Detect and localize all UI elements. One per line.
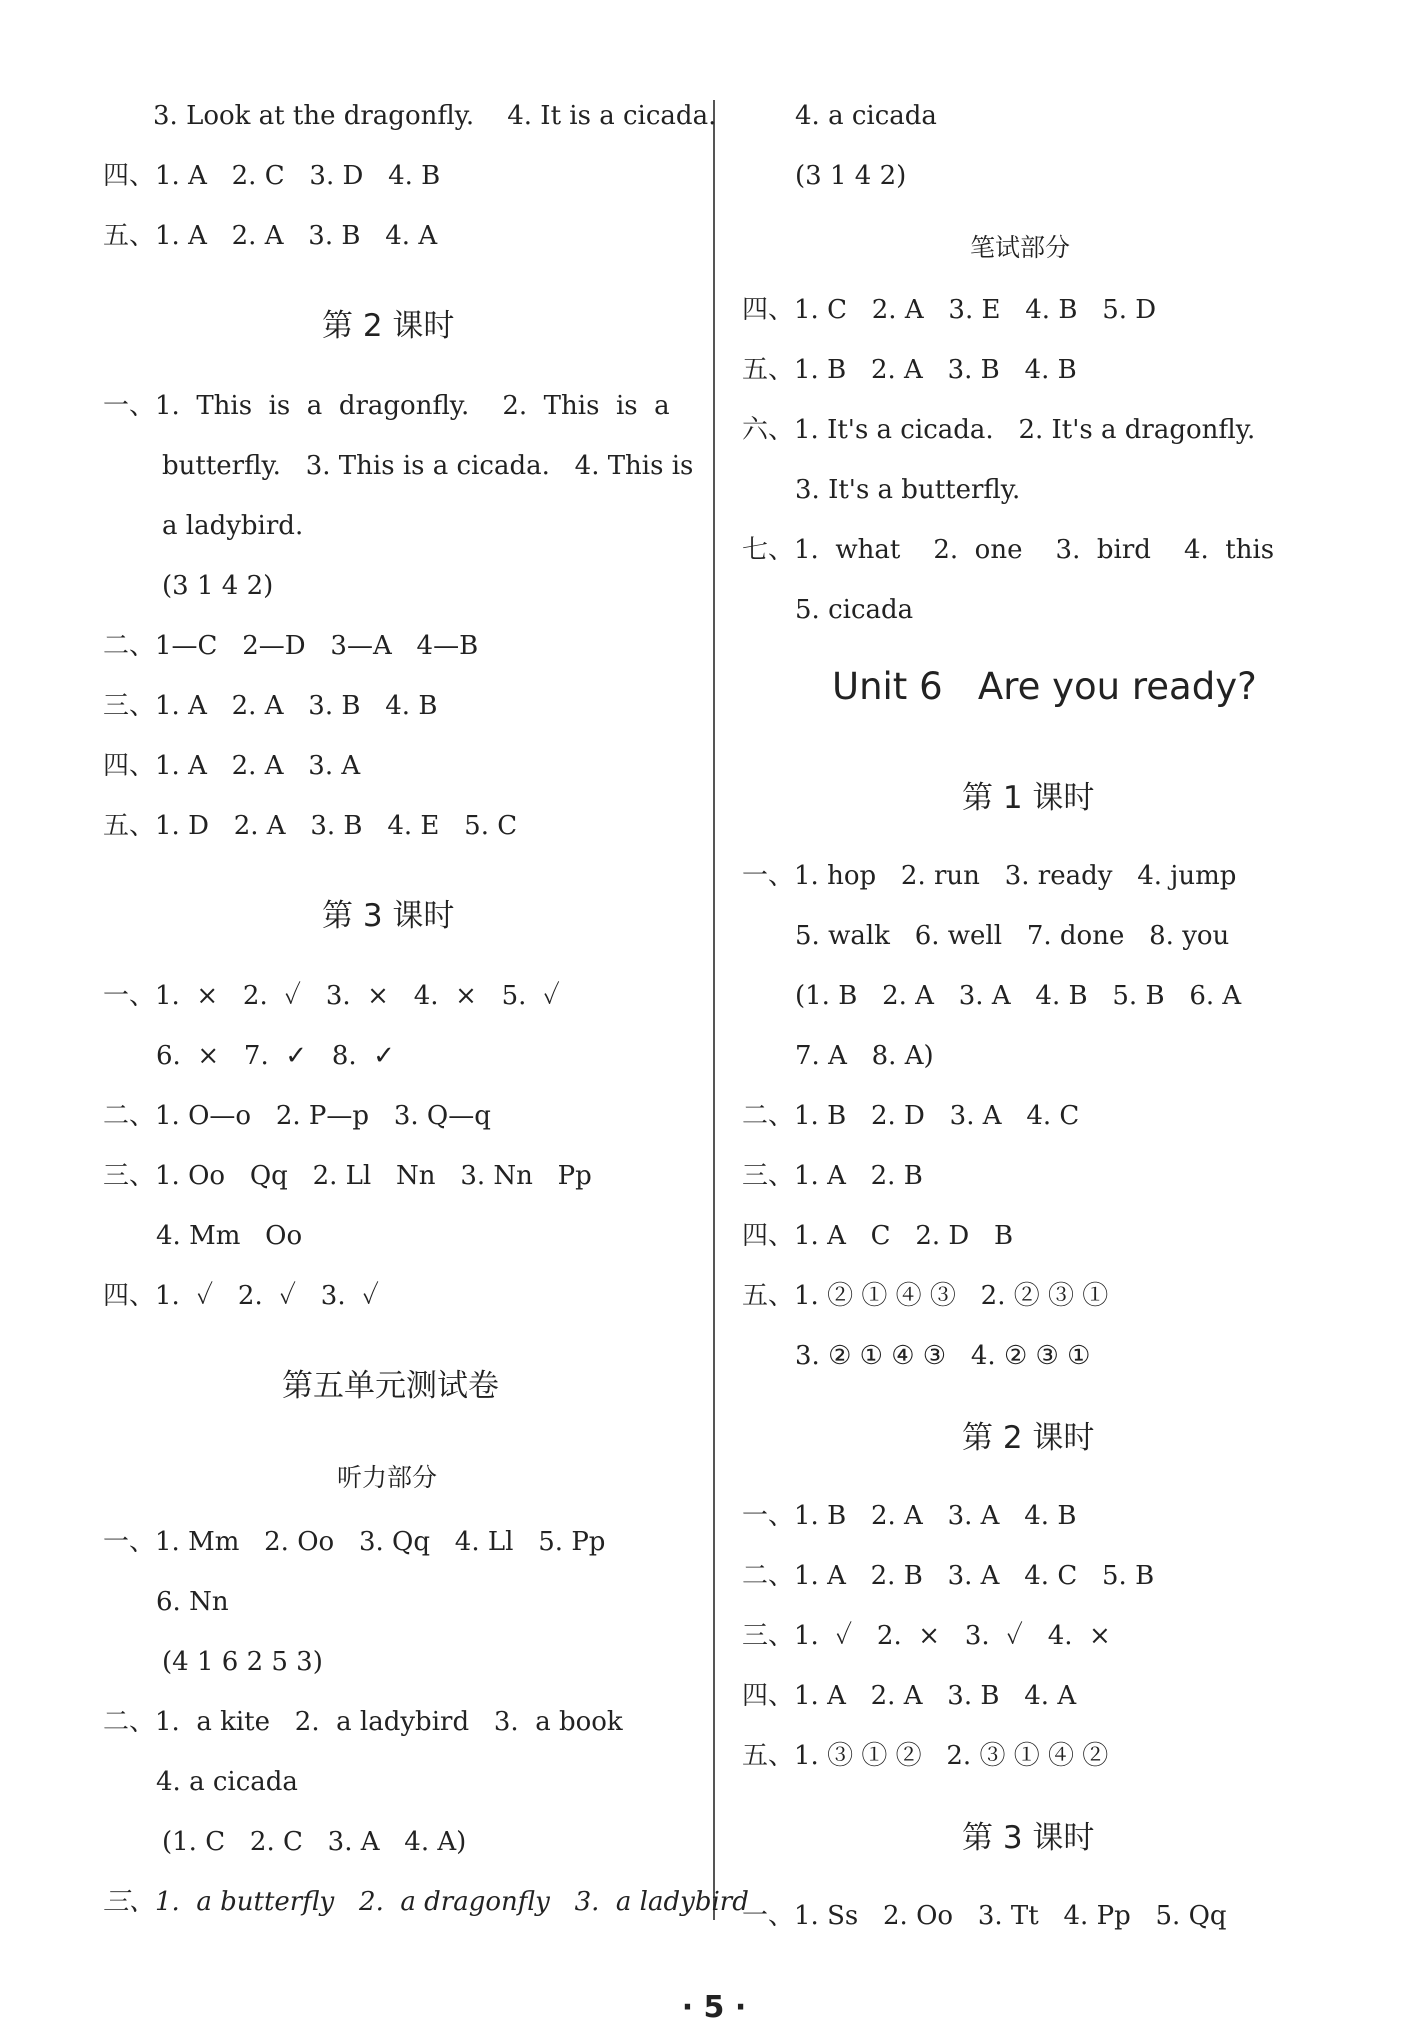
page-number: · 5 · [681, 1990, 747, 2025]
answer-line: 二、1. B 2. D 3. A 4. C [742, 1101, 1080, 1131]
lesson-heading: 第 3 课时 [322, 898, 455, 934]
answer-line: 四、1. C 2. A 3. E 4. B 5. D [742, 295, 1157, 325]
answer-line: 六、1. It's a cicada. 2. It's a dragonfly. [742, 415, 1256, 445]
answer-line: 三、1. Oo Qq 2. Ll Nn 3. Nn Pp [103, 1161, 592, 1191]
answer-line: 五、1. D 2. A 3. B 4. E 5. C [103, 811, 518, 841]
answer-line: 一、1. This is a dragonfly. 2. This is a [103, 391, 670, 421]
answer-line: 三、1. ✓ 2. × 3. ✓ 4. × [742, 1621, 1111, 1651]
answer-line: 三、1. a butterfly 2. a dragonfly 3. a ladybird [103, 1887, 749, 1917]
answer-line: 四、1. ✓ 2. ✓ 3. ✓ [103, 1281, 379, 1311]
answer-line: 三、1. A 2. B [742, 1161, 923, 1191]
answer-line: 4. a cicada [795, 101, 937, 131]
unit-title: Unit 6 Are you ready? [832, 665, 1257, 708]
answer-line: 6. Nn [156, 1587, 229, 1617]
answer-line: 一、1. × 2. ✓ 3. × 4. × 5. ✓ [103, 981, 560, 1011]
answer-line: 五、1. ② ① ④ ③ 2. ② ③ ① [742, 1281, 1109, 1311]
answer-line: (1. B 2. A 3. A 4. B 5. B 6. A [795, 981, 1242, 1011]
lesson-heading: 第 3 课时 [962, 1820, 1095, 1856]
section-heading: 笔试部分 [970, 233, 1071, 262]
column-divider [713, 100, 715, 1920]
answer-line: 一、1. B 2. A 3. A 4. B [742, 1501, 1077, 1531]
answer-line: 四、1. A C 2. D B [742, 1221, 1014, 1251]
answer-line: 二、1. a kite 2. a ladybird 3. a book [103, 1707, 623, 1737]
answer-line: 三、1. A 2. A 3. B 4. B [103, 691, 438, 721]
answer-line: 四、1. A 2. C 3. D 4. B [103, 161, 441, 191]
answer-line: 一、1. Mm 2. Oo 3. Qq 4. Ll 5. Pp [103, 1527, 606, 1557]
answer-line: 一、1. Ss 2. Oo 3. Tt 4. Pp 5. Qq [742, 1901, 1227, 1931]
answer-line: 二、1. O—o 2. P—p 3. Q—q [103, 1101, 491, 1131]
answer-line: 五、1. B 2. A 3. B 4. B [742, 355, 1077, 385]
answer-line: 五、1. A 2. A 3. B 4. A [103, 221, 438, 251]
lesson-heading: 第 2 课时 [322, 308, 455, 344]
answer-line: a ladybird. [162, 511, 304, 541]
answer-line: 6. × 7. ✓ 8. ✓ [156, 1041, 395, 1071]
answer-line: (1. C 2. C 3. A 4. A) [162, 1827, 467, 1857]
answer-line: 二、1. A 2. B 3. A 4. C 5. B [742, 1561, 1155, 1591]
answer-line: 4. a cicada [156, 1767, 298, 1797]
answer-line: (3 1 4 2) [162, 571, 274, 601]
answer-line: 二、1—C 2—D 3—A 4—B [103, 631, 479, 661]
answer-line: 四、1. A 2. A 3. A [103, 751, 361, 781]
answer-line: 7. A 8. A) [795, 1041, 934, 1071]
answer-line: 四、1. A 2. A 3. B 4. A [742, 1681, 1077, 1711]
answer-line: 4. Mm Oo [156, 1221, 303, 1251]
unit-test-heading: 第五单元测试卷 [282, 1368, 499, 1404]
section-heading: 听力部分 [337, 1463, 438, 1492]
answer-line: 一、1. hop 2. run 3. ready 4. jump [742, 861, 1237, 891]
answer-line: 七、1. what 2. one 3. bird 4. this [742, 535, 1275, 565]
answer-line: butterfly. 3. This is a cicada. 4. This is [162, 451, 694, 481]
answer-line: 3. ② ① ④ ③ 4. ② ③ ① [795, 1341, 1091, 1371]
answer-line: 5. cicada [795, 595, 914, 625]
answer-line: (4 1 6 2 5 3) [162, 1647, 323, 1677]
lesson-heading: 第 2 课时 [962, 1420, 1095, 1456]
answer-line: 5. walk 6. well 7. done 8. you [795, 921, 1230, 951]
answer-line: (3 1 4 2) [795, 161, 907, 191]
answer-line: 3. It's a butterfly. [795, 475, 1021, 505]
answer-line: 五、1. ③ ① ② 2. ③ ① ④ ② [742, 1741, 1109, 1771]
answer-line: 3. Look at the dragonfly. 4. It is a cicada. [153, 101, 717, 131]
lesson-heading: 第 1 课时 [962, 780, 1095, 816]
